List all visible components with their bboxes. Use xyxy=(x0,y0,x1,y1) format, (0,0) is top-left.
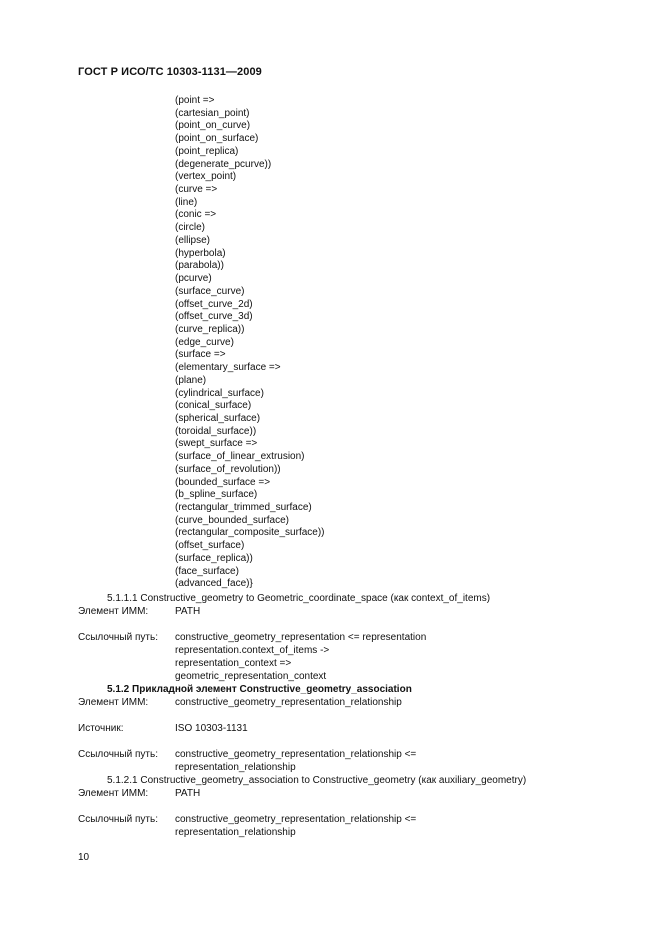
express-list-item: (bounded_surface => xyxy=(175,476,271,488)
page-number: 10 xyxy=(78,852,90,863)
document-header: ГОСТ Р ИСО/ТС 10303-1131—2009 xyxy=(78,66,262,78)
express-list-item: (toroidal_surface)) xyxy=(175,425,257,437)
s512-path-line-2: representation_relationship xyxy=(175,762,296,773)
express-list-item: (cylindrical_surface) xyxy=(175,387,264,399)
express-list-item: (elementary_surface => xyxy=(175,362,281,374)
express-list-item: (point => xyxy=(175,95,215,106)
express-list-item: (advanced_face)} xyxy=(175,578,253,590)
express-list-item: (curve => xyxy=(175,184,218,196)
express-list-item: (vertex_point) xyxy=(175,171,237,183)
s5111-path-label: Ссылочный путь: xyxy=(78,632,158,643)
express-list-item: (conical_surface) xyxy=(175,400,252,412)
express-list-item: (curve_bounded_surface) xyxy=(175,514,289,526)
express-list-item: (spherical_surface) xyxy=(175,412,261,424)
express-list-item: (offset_curve_3d) xyxy=(175,311,253,323)
express-list-item: (hyperbola) xyxy=(175,247,226,259)
express-list-item: (point_replica) xyxy=(175,145,239,157)
express-list-item: (line) xyxy=(175,196,198,208)
s512-source-value: ISO 10303-1131 xyxy=(175,723,248,734)
express-list-item: (surface_of_linear_extrusion) xyxy=(175,451,305,463)
express-list-item: (pcurve) xyxy=(175,273,212,285)
express-list-item: (ellipse) xyxy=(175,234,211,246)
express-list-item: (offset_curve_2d) xyxy=(175,298,253,310)
section-5-1-2-1-heading: 5.1.2.1 Constructive_geometry_association to Constructive_geometry (как auxiliary_geometry) xyxy=(107,775,527,786)
s512-element-value: constructive_geometry_representation_relationship xyxy=(175,697,402,708)
s5111-element-value: PATH xyxy=(175,606,201,617)
s5111-element-label: Элемент ИММ: xyxy=(78,606,149,617)
express-list-item: (conic => xyxy=(175,209,217,221)
express-list-item: (curve_replica)) xyxy=(175,323,245,335)
s512-element-label: Элемент ИММ: xyxy=(78,697,149,708)
express-list-item: (surface => xyxy=(175,349,226,361)
express-list-item: (offset_surface) xyxy=(175,540,245,552)
section-5-1-2-heading: 5.1.2 Прикладной элемент Constructive_geometry_association xyxy=(107,684,412,695)
express-list-item: (circle) xyxy=(175,222,205,234)
section-5-1-1-1-heading: 5.1.1.1 Constructive_geometry to Geometric_coordinate_space (как context_of_items) xyxy=(107,593,491,604)
express-entity-list xyxy=(175,95,325,591)
s5121-element-label: Элемент ИММ: xyxy=(78,788,149,799)
express-list-item: (plane) xyxy=(175,374,207,386)
express-list-item: (surface_of_revolution)) xyxy=(175,463,281,475)
express-list-item: (cartesian_point) xyxy=(175,107,250,119)
s5111-path-line-2: representation.context_of_items -> xyxy=(175,645,330,656)
s5121-path-label: Ссылочный путь: xyxy=(78,814,158,825)
express-list-item: (face_surface) xyxy=(175,565,239,577)
express-list-item: (rectangular_trimmed_surface) xyxy=(175,502,312,513)
s5121-path-line-2: representation_relationship xyxy=(175,827,296,838)
express-list-item: (b_spline_surface) xyxy=(175,489,258,501)
s5121-element-value: PATH xyxy=(175,788,201,799)
express-list-item: (point_on_surface) xyxy=(175,133,259,145)
s5111-path-line-4: geometric_representation_context xyxy=(175,671,327,682)
express-list-item: (surface_replica)) xyxy=(175,552,253,564)
s512-source-label: Источник: xyxy=(78,723,124,734)
express-list-item: (point_on_curve) xyxy=(175,120,251,132)
s512-path-label: Ссылочный путь: xyxy=(78,749,158,760)
s5121-path-line-1: constructive_geometry_representation_relationship <= xyxy=(175,814,417,825)
express-list-item: (rectangular_composite_surface)) xyxy=(175,527,325,539)
s5111-path-line-3: representation_context => xyxy=(175,658,292,669)
express-list-item: (parabola)) xyxy=(175,260,224,272)
express-list-item: (degenerate_pcurve)) xyxy=(175,158,272,170)
s5111-path-line-1: constructive_geometry_representation <= representation xyxy=(175,632,427,643)
express-list-item: (edge_curve) xyxy=(175,336,234,348)
s512-path-line-1: constructive_geometry_representation_relationship <= xyxy=(175,749,417,760)
express-list-item: (surface_curve) xyxy=(175,285,245,297)
express-list-item: (swept_surface => xyxy=(175,438,258,450)
